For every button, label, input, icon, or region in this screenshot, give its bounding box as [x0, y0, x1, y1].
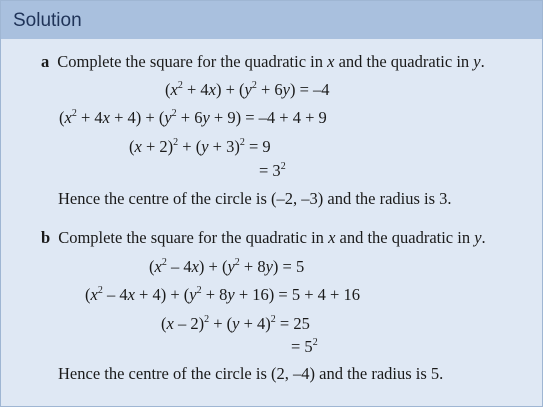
- solution-title: Solution: [13, 10, 82, 31]
- part-a-conclusion: Hence the centre of the circle is (–2, –3) and the radius is 3.: [58, 189, 452, 208]
- part-b-label: b: [41, 228, 51, 247]
- part-a-instruction: a Complete the square for the quadratic in x and the quadratic in y.: [41, 52, 485, 71]
- part-b-equation-1: $(x^2 - 4x) + (y^2 + 8y) = 5$: [149, 256, 305, 276]
- part-b-equation-3: $(x - 2)^2 + (y + 4)^2 = 25$: [161, 313, 310, 333]
- part-a-equation-1: $(x^2 + 4x) + (y^2 + 6y) = -4$: [165, 79, 330, 99]
- part-a-equation-3: $(x + 2)^2 + (y + 3)^2 = 9$: [129, 136, 271, 156]
- part-a-equation-2: $(x^2 + 4x + 4) + (y^2 + 6y + 9) = -4 + 4 + 9$: [59, 107, 327, 127]
- part-a-label: a: [41, 52, 50, 71]
- part-b-equation-2: $(x^2 - 4x + 4) + (y^2 + 8y + 16) = 5 + 4 + 16$: [85, 284, 360, 304]
- part-b-conclusion: Hence the centre of the circle is (2, –4) and the radius is 5.: [58, 364, 444, 383]
- solution-header: [1, 1, 542, 39]
- part-a-equation-4: = $3^2$: [259, 160, 286, 180]
- part-b-instruction: b Complete the square for the quadratic in x and the quadratic in y.: [41, 228, 486, 247]
- part-b-equation-4: = $5^2$: [291, 336, 318, 356]
